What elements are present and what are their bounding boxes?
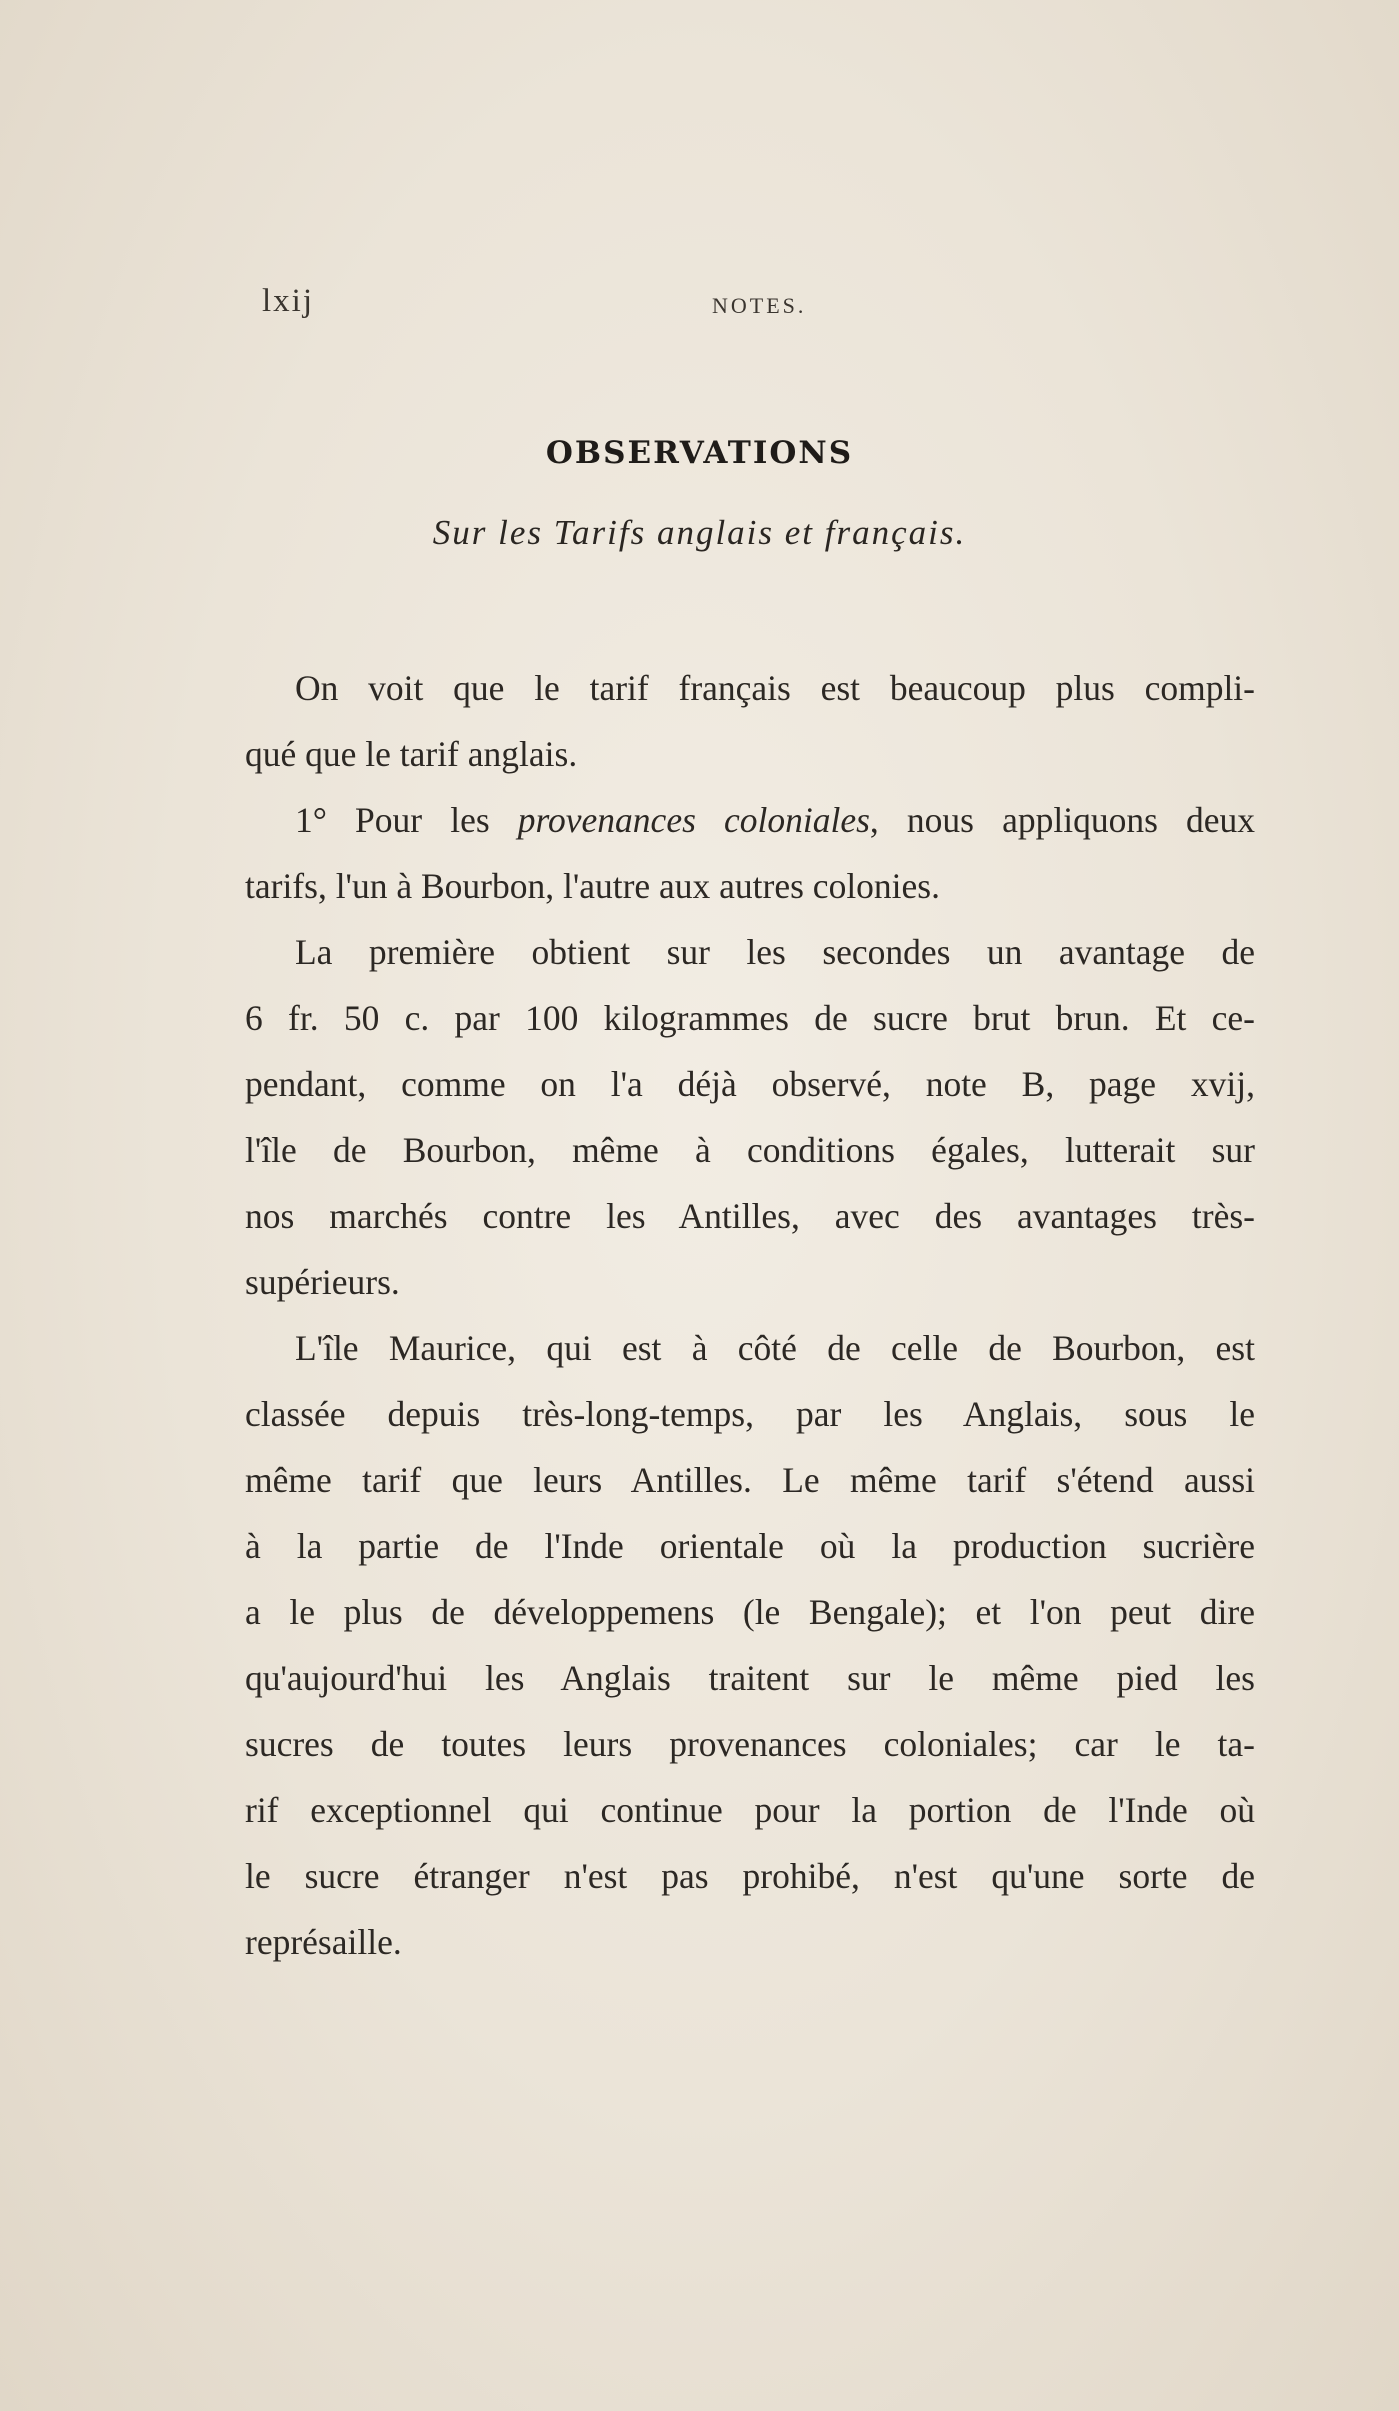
text-line: 6 fr. 50 c. par 100 kilogrammes de sucre brut brun. Et ce- bbox=[245, 998, 1255, 1038]
text-line: tarifs, l'un à Bourbon, l'autre aux autres colonies. bbox=[245, 866, 940, 906]
section-subheading: Sur les Tarifs anglais et français. bbox=[432, 513, 967, 552]
text-segment: , nous appliquons deux bbox=[869, 800, 1256, 840]
text-line: On voit que le tarif français est beaucoup plus compli- bbox=[295, 668, 1255, 708]
text-line: nos marchés contre les Antilles, avec des avantages très- bbox=[245, 1196, 1255, 1236]
text-line: classée depuis très-long-temps, par les Anglais, sous le bbox=[245, 1394, 1255, 1434]
text-line: pendant, comme on l'a déjà observé, note B, page xvij, bbox=[245, 1064, 1255, 1104]
text-segment: 1° Pour les bbox=[295, 800, 490, 840]
italic-term: provenances coloniales bbox=[517, 800, 870, 840]
text-line: qu'aujourd'hui les Anglais traitent sur le même pied les bbox=[245, 1658, 1255, 1698]
text-line: rif exceptionnel qui continue pour la portion de l'Inde où bbox=[245, 1790, 1255, 1830]
text-line: L'île Maurice, qui est à côté de celle de Bourbon, est bbox=[295, 1328, 1255, 1368]
running-head bbox=[262, 283, 1262, 323]
body-text bbox=[245, 655, 1255, 1975]
text-line: représaille. bbox=[245, 1922, 402, 1962]
text-line: à la partie de l'Inde orientale où la production sucrière bbox=[245, 1526, 1255, 1566]
text-line bbox=[245, 787, 1255, 853]
text-line: sucres de toutes leurs provenances coloniales; car le ta- bbox=[245, 1724, 1255, 1764]
section-heading: OBSERVATIONS bbox=[545, 435, 854, 471]
text-line: supérieurs. bbox=[245, 1262, 400, 1302]
text-line: qué que le tarif anglais. bbox=[245, 734, 578, 774]
text-line: l'île de Bourbon, même à conditions égales, lutterait sur bbox=[245, 1130, 1255, 1170]
running-title: NOTES. bbox=[712, 293, 807, 318]
text-line: le sucre étranger n'est pas prohibé, n'est qu'une sorte de bbox=[245, 1856, 1255, 1896]
text-line: La première obtient sur les secondes un avantage de bbox=[295, 932, 1255, 972]
page-number: lxij bbox=[262, 283, 315, 319]
text-line: même tarif que leurs Antilles. Le même tarif s'étend aussi bbox=[245, 1460, 1255, 1500]
text-line: a le plus de développemens (le Bengale); et l'on peut dire bbox=[245, 1592, 1255, 1632]
